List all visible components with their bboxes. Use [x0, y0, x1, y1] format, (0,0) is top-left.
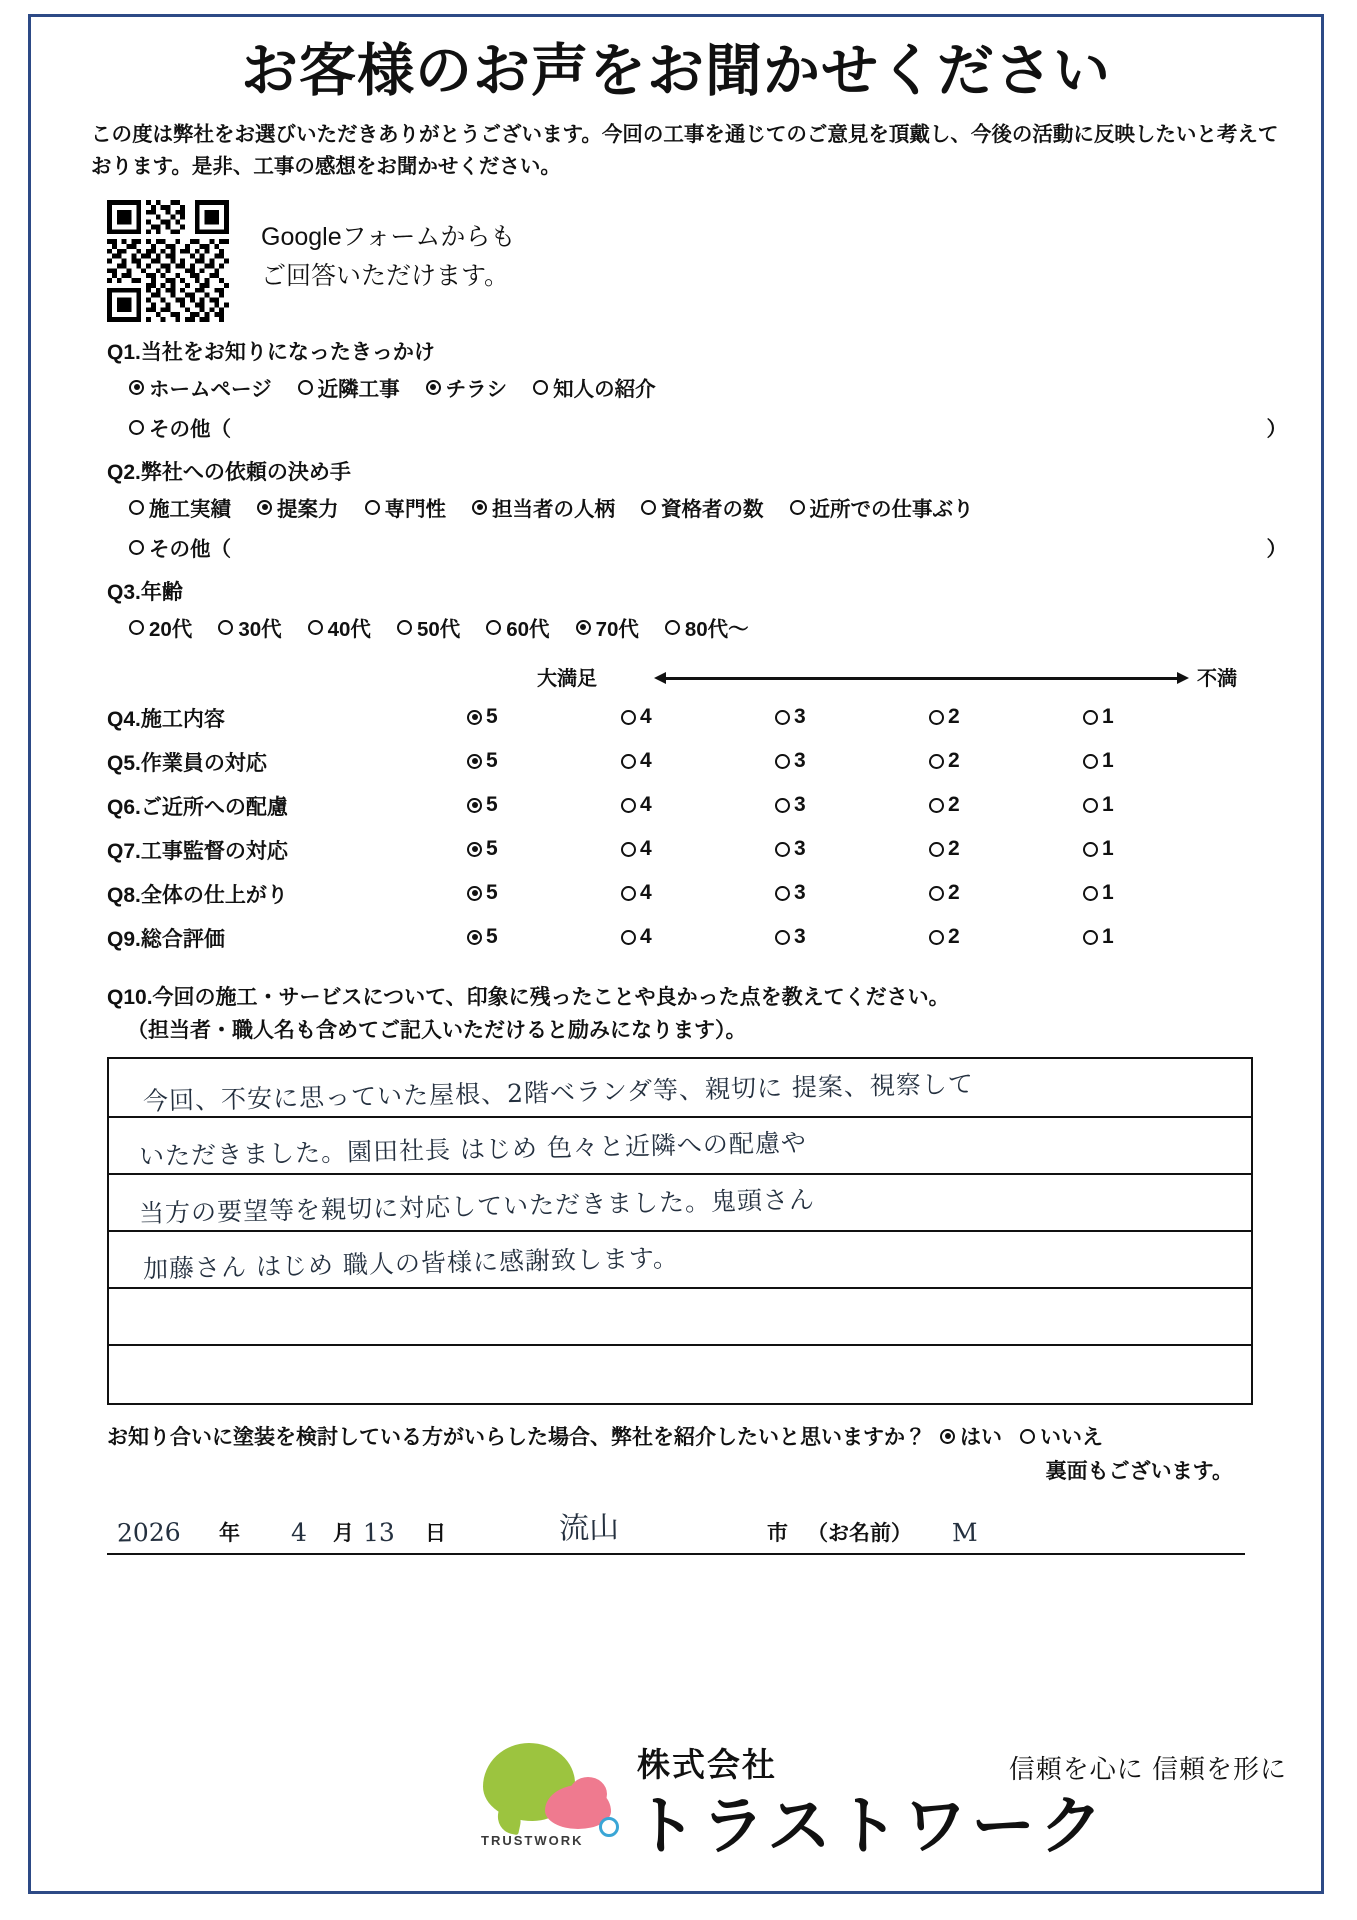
radio-icon[interactable]: [1083, 930, 1098, 945]
q9-choice-5[interactable]: [467, 916, 621, 960]
handwriting-line-3: 当方の要望等を親切に対応していただきました。鬼頭さん: [138, 1185, 816, 1229]
q3-option-1[interactable]: [218, 612, 281, 642]
radio-icon[interactable]: [775, 842, 790, 857]
form-page: [28, 14, 1324, 1894]
q4-value-4: 4: [640, 705, 652, 729]
referral-label: お知り合いに塗装を検討している方がいらした場合、弊社を紹介したいと思いますか？: [107, 1426, 926, 1450]
referral-options: [940, 1421, 1121, 1451]
q4-choice-3[interactable]: [775, 696, 929, 740]
q3-option-6-label: 80代〜: [684, 618, 749, 642]
q6-choice-2[interactable]: [929, 784, 1083, 828]
q9-label: Q9.総合評価: [107, 928, 225, 952]
radio-icon[interactable]: [929, 886, 944, 901]
radio-icon[interactable]: [218, 620, 233, 635]
q4-value-2: 2: [948, 705, 960, 729]
q8-label: Q8.全体の仕上がり: [107, 884, 288, 908]
q6-choice-1[interactable]: [1083, 784, 1237, 828]
q6-value-1: 1: [1102, 793, 1114, 817]
q3-option-2-label: 40代: [327, 618, 371, 642]
radio-icon[interactable]: [940, 1429, 955, 1444]
radio-icon[interactable]: [576, 620, 591, 635]
q2-option-4-label: 資格者の数: [661, 498, 764, 522]
q5-value-3: 3: [794, 749, 806, 773]
qr-caption: [261, 218, 515, 296]
logo-wordmark-small: TRUSTWORK: [481, 1833, 584, 1848]
referral-option-no[interactable]: [1020, 1421, 1103, 1451]
radio-icon[interactable]: [467, 754, 482, 769]
qr-caption-line1: Googleフォームからも: [261, 223, 516, 252]
q10-label: Q10.今回の施工・サービスについて、印象に残ったことや良かった点を教えてください。: [107, 986, 950, 1010]
radio-icon[interactable]: [472, 500, 487, 515]
q7-choice-1[interactable]: [1083, 828, 1237, 872]
referral-option-no-label: いいえ: [1040, 1426, 1103, 1450]
table-row: [107, 784, 1237, 828]
q1-option-2[interactable]: [426, 372, 508, 402]
q1-other-close: ）: [1266, 418, 1287, 442]
q2-other-row[interactable]: [129, 532, 1287, 562]
q9-choice-2[interactable]: [929, 916, 1083, 960]
q8-choice-1[interactable]: [1083, 872, 1237, 916]
question-q10: [107, 982, 1287, 1047]
q8-choice-3[interactable]: [775, 872, 929, 916]
radio-icon[interactable]: [129, 380, 144, 395]
radio-icon[interactable]: [1083, 710, 1098, 725]
q3-option-0-label: 20代: [149, 618, 193, 642]
radio-icon[interactable]: [467, 886, 482, 901]
referral-option-yes[interactable]: [940, 1421, 1002, 1451]
trustwork-logo-icon: [473, 1741, 623, 1851]
question-q1: [107, 336, 1287, 442]
radio-icon[interactable]: [929, 842, 944, 857]
question-q2: [107, 456, 1287, 562]
q6-value-3: 3: [794, 793, 806, 817]
rating-table: [107, 696, 1237, 960]
q2-option-3-label: 担当者の人柄: [492, 498, 615, 522]
rating-scale-header: [107, 660, 1287, 694]
q3-option-3[interactable]: [397, 612, 460, 642]
radio-icon[interactable]: [775, 798, 790, 813]
handwriting-line-4: 加藤さん はじめ 職人の皆様に感謝致します。: [142, 1243, 680, 1284]
q2-option-5-label: 近所での仕事ぶり: [809, 498, 974, 522]
date-name-line: [107, 1507, 1245, 1555]
q6-value-2: 2: [948, 793, 960, 817]
radio-icon[interactable]: [129, 420, 144, 435]
q2-option-0[interactable]: [129, 492, 231, 522]
q6-value-5: 5: [486, 793, 498, 817]
q7-label: Q7.工事監督の対応: [107, 840, 288, 864]
q9-value-4: 4: [640, 925, 652, 949]
q1-label: Q1.当社をお知りになったきっかけ: [107, 341, 435, 365]
radio-icon[interactable]: [790, 500, 805, 515]
qr-code-icon: [107, 200, 229, 322]
q8-value-1: 1: [1102, 881, 1114, 905]
q7-value-5: 5: [486, 837, 498, 861]
q1-other-label: その他（: [149, 418, 231, 442]
q7-choice-3[interactable]: [775, 828, 929, 872]
q5-choice-4[interactable]: [621, 740, 775, 784]
q2-other-close: ）: [1266, 538, 1287, 562]
q9-choice-3[interactable]: [775, 916, 929, 960]
q6-value-4: 4: [640, 793, 652, 817]
q3-option-0[interactable]: [129, 612, 192, 642]
date-day-label: 日: [425, 1522, 446, 1546]
q5-value-5: 5: [486, 749, 498, 773]
radio-icon[interactable]: [1020, 1429, 1035, 1444]
company-slogan: 信頼を心に 信頼を形に: [1008, 1754, 1287, 1784]
q7-value-4: 4: [640, 837, 652, 861]
q8-value-4: 4: [640, 881, 652, 905]
q1-option-1[interactable]: [298, 372, 400, 402]
q8-value-5: 5: [486, 881, 498, 905]
q9-choice-4[interactable]: [621, 916, 775, 960]
scale-left-label: 大満足: [537, 668, 597, 691]
q2-option-1-label: 提案力: [277, 498, 339, 522]
q9-choice-1[interactable]: [1083, 916, 1237, 960]
q5-choice-2[interactable]: [929, 740, 1083, 784]
scale-arrow-icon: [654, 672, 1189, 684]
radio-icon[interactable]: [775, 930, 790, 945]
q5-choice-3[interactable]: [775, 740, 929, 784]
q9-value-5: 5: [486, 925, 498, 949]
q5-label: Q5.作業員の対応: [107, 752, 267, 776]
radio-icon[interactable]: [365, 500, 380, 515]
q10-answer-box[interactable]: [107, 1057, 1253, 1405]
date-year-label: 年: [219, 1522, 240, 1546]
q7-value-2: 2: [948, 837, 960, 861]
q5-choice-5[interactable]: [467, 740, 621, 784]
q6-label: Q6.ご近所への配慮: [107, 796, 288, 820]
handwriting-line-1: 今回、不安に思っていた屋根、2階ベランダ等、親切に 提案、視察して: [142, 1069, 975, 1116]
radio-icon[interactable]: [929, 798, 944, 813]
radio-icon[interactable]: [775, 886, 790, 901]
q4-choice-5[interactable]: [467, 696, 621, 740]
city-label: 市: [767, 1522, 788, 1546]
radio-icon[interactable]: [621, 930, 636, 945]
q4-choice-2[interactable]: [929, 696, 1083, 740]
q3-option-4[interactable]: [486, 612, 549, 642]
radio-icon[interactable]: [308, 620, 323, 635]
radio-icon[interactable]: [426, 380, 441, 395]
q8-choice-5[interactable]: [467, 872, 621, 916]
radio-icon[interactable]: [129, 540, 144, 555]
radio-icon[interactable]: [129, 500, 144, 515]
q6-choice-3[interactable]: [775, 784, 929, 828]
name-value[interactable]: M: [951, 1518, 978, 1548]
q1-option-3[interactable]: [533, 372, 656, 402]
company-prefix: 株式会社: [637, 1746, 777, 1783]
q4-label: Q4.施工内容: [107, 708, 225, 732]
q4-choice-4[interactable]: [621, 696, 775, 740]
radio-icon[interactable]: [397, 620, 412, 635]
q9-value-2: 2: [948, 925, 960, 949]
q1-option-3-label: 知人の紹介: [553, 378, 656, 402]
question-q3: [107, 576, 1287, 642]
table-row: [107, 872, 1237, 916]
referral-question: [107, 1421, 1287, 1451]
q10-sub-label: （担当者・職人名も含めてご記入いただけると励みになります）。: [127, 1018, 747, 1042]
footer-logo-area: [65, 1727, 1301, 1877]
q8-value-2: 2: [948, 881, 960, 905]
date-month-value[interactable]: 4: [290, 1518, 308, 1548]
q6-choice-4[interactable]: [621, 784, 775, 828]
table-row: [107, 828, 1237, 872]
q7-choice-5[interactable]: [467, 828, 621, 872]
backside-note: 裏面もございます。: [1045, 1460, 1233, 1484]
q3-option-1-label: 30代: [238, 618, 282, 642]
radio-icon[interactable]: [775, 710, 790, 725]
q8-value-3: 3: [794, 881, 806, 905]
q3-label: Q3.年齢: [107, 581, 183, 605]
radio-icon[interactable]: [621, 886, 636, 901]
q2-label: Q2.弊社への依頼の決め手: [107, 461, 351, 485]
radio-icon[interactable]: [775, 754, 790, 769]
q4-value-3: 3: [794, 705, 806, 729]
city-value[interactable]: 流山: [558, 1510, 620, 1547]
table-row: [107, 916, 1237, 960]
table-row: [107, 740, 1237, 784]
date-day-value[interactable]: 13: [362, 1517, 396, 1548]
q7-value-3: 3: [794, 837, 806, 861]
q2-option-0-label: 施工実績: [149, 498, 231, 522]
q2-option-1[interactable]: [257, 492, 339, 522]
radio-icon[interactable]: [298, 380, 313, 395]
q5-value-1: 1: [1102, 749, 1114, 773]
q2-option-3[interactable]: [472, 492, 615, 522]
radio-icon[interactable]: [467, 710, 482, 725]
qr-section: [107, 200, 1287, 322]
q1-other-row[interactable]: [129, 412, 1287, 442]
radio-icon[interactable]: [929, 754, 944, 769]
q4-value-5: 5: [486, 705, 498, 729]
radio-icon[interactable]: [1083, 754, 1098, 769]
radio-icon[interactable]: [665, 620, 680, 635]
q5-value-4: 4: [640, 749, 652, 773]
q3-option-3-label: 50代: [416, 618, 461, 642]
q1-other-input[interactable]: [231, 427, 1263, 428]
q7-value-1: 1: [1102, 837, 1114, 861]
q4-value-1: 1: [1102, 705, 1114, 729]
scale-right-label: 不満: [1197, 668, 1237, 691]
radio-icon[interactable]: [621, 710, 636, 725]
radio-icon[interactable]: [621, 842, 636, 857]
radio-icon[interactable]: [621, 754, 636, 769]
q1-option-0-label: ホームページ: [149, 378, 272, 402]
q3-option-2[interactable]: [308, 612, 371, 642]
radio-icon[interactable]: [467, 798, 482, 813]
page-title: お客様のお声をお聞かせください: [241, 38, 1111, 104]
radio-icon[interactable]: [621, 798, 636, 813]
radio-icon[interactable]: [1083, 886, 1098, 901]
q3-option-6[interactable]: [665, 612, 749, 642]
radio-icon[interactable]: [1083, 798, 1098, 813]
company-brand-name: トラストワーク: [633, 1790, 1108, 1864]
q7-choice-2[interactable]: [929, 828, 1083, 872]
qr-caption-line2: ご回答いただけます。: [261, 261, 510, 290]
q1-option-0[interactable]: [129, 372, 272, 402]
radio-icon[interactable]: [257, 500, 272, 515]
q8-choice-4[interactable]: [621, 872, 775, 916]
intro-text: この度は弊社をお選びいただきありがとうございます。今回の工事を通じてのご意見を頂戴し、今後の活動に反映したいと考えております。是非、工事の感想をお聞かせください。: [91, 122, 1279, 179]
radio-icon[interactable]: [467, 842, 482, 857]
q1-option-2-label: チラシ: [445, 378, 508, 402]
radio-icon[interactable]: [641, 500, 656, 515]
referral-option-yes-label: はい: [960, 1426, 1002, 1450]
radio-icon[interactable]: [486, 620, 501, 635]
q6-choice-5[interactable]: [467, 784, 621, 828]
radio-icon[interactable]: [129, 620, 144, 635]
q2-options: [129, 492, 1287, 522]
q2-option-2-label: 専門性: [384, 498, 446, 522]
q5-value-2: 2: [948, 749, 960, 773]
radio-icon[interactable]: [929, 930, 944, 945]
radio-icon[interactable]: [533, 380, 548, 395]
q3-option-5-label: 70代: [595, 618, 639, 642]
q2-option-2[interactable]: [365, 492, 447, 522]
table-row: [107, 696, 1237, 740]
q5-choice-1[interactable]: [1083, 740, 1237, 784]
radio-icon[interactable]: [929, 710, 944, 725]
q3-option-4-label: 60代: [506, 618, 550, 642]
date-month-label: 月: [333, 1522, 354, 1546]
q3-option-5[interactable]: [576, 612, 639, 642]
q2-other-label: その他（: [149, 538, 231, 562]
q7-choice-4[interactable]: [621, 828, 775, 872]
q2-other-input[interactable]: [231, 547, 1263, 548]
q2-option-4[interactable]: [641, 492, 764, 522]
q3-options: [129, 612, 1287, 642]
handwriting-line-2: いただきました。園田社長 はじめ 色々と近隣への配慮や: [138, 1128, 808, 1172]
q8-choice-2[interactable]: [929, 872, 1083, 916]
name-label: （お名前）: [807, 1522, 912, 1546]
radio-icon[interactable]: [467, 930, 482, 945]
q4-choice-1[interactable]: [1083, 696, 1237, 740]
date-year-value[interactable]: 2026: [116, 1517, 181, 1548]
q9-value-3: 3: [794, 925, 806, 949]
q1-options: [129, 372, 1287, 402]
q9-value-1: 1: [1102, 925, 1114, 949]
q2-option-5[interactable]: [790, 492, 974, 522]
radio-icon[interactable]: [1083, 842, 1098, 857]
q1-option-1-label: 近隣工事: [317, 378, 400, 402]
